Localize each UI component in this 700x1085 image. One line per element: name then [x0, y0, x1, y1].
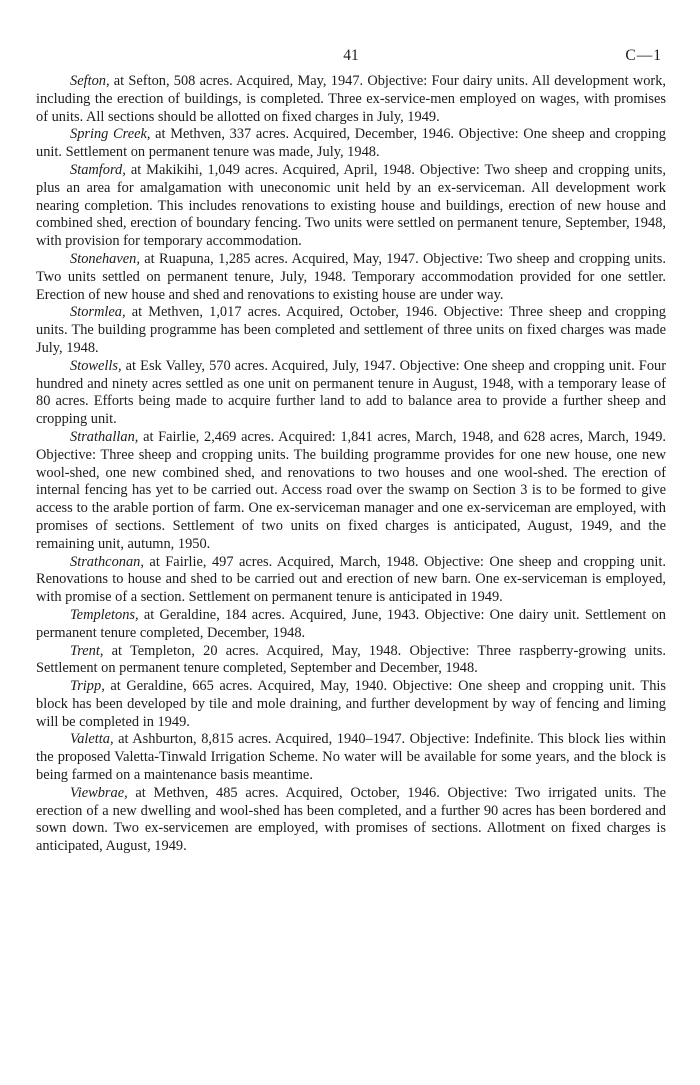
block-entry-stonehaven	[36, 251, 666, 304]
block-name: Stonehaven,	[70, 250, 140, 267]
block-entry-spring-creek	[36, 126, 666, 162]
block-description: at Ruapuna, 1,285 acres. Acquired, May, 1947. Objective: Two sheep and cropping units. Two units settled on permanent tenure, July, 1948. Temporary accommodation provided for one settler. Erection of new house and shed and renovations to existing house are under way.	[36, 250, 666, 303]
block-name: Tripp,	[70, 678, 105, 695]
block-name: Stamford,	[70, 161, 126, 178]
block-entry-templetons	[36, 607, 666, 643]
block-description: at Geraldine, 665 acres. Acquired, May, 1940. Objective: One sheep and cropping unit. This block has been developed by tile and mole draining, and further development by way of fencing and liming will be completed in 1949.	[36, 678, 666, 730]
block-description: at Fairlie, 497 acres. Acquired, March, 1948. Objective: One sheep and cropping unit. Renovations to house and shed to be carried out and erection of new barn. One ex-serviceman is employed, with promise of a section. Settlement on permanent tenure is anticipated in 1949.	[36, 553, 666, 606]
block-entry-trent	[36, 643, 666, 679]
document-body	[36, 73, 666, 856]
block-description: at Methven, 337 acres. Acquired, December, 1946. Objective: One sheep and cropping unit. Settlement on permanent tenure was made, July, 1948.	[36, 126, 666, 161]
block-name: Stormlea,	[70, 304, 126, 321]
block-entry-valetta	[36, 731, 666, 784]
block-entry-sefton	[36, 73, 666, 126]
block-description: at Methven, 1,017 acres. Acquired, October, 1946. Objective: Three sheep and cropping units. The building programme has been completed and settlement of three units on fixed charges was made July, 1948.	[36, 304, 666, 356]
block-description: at Esk Valley, 570 acres. Acquired, July, 1947. Objective: One sheep and cropping unit. Four hundred and ninety acres settled as one unit on permanent tenure in August, 1948, with a temporary lease of 80 acres. Efforts being made to acquire further land to add to balance area to provide a further sheep and cropping unit.	[36, 357, 666, 428]
block-entry-stowells	[36, 358, 666, 429]
block-entry-viewbrae	[36, 785, 666, 856]
block-name: Strathconan,	[70, 553, 144, 570]
block-name: Viewbrae,	[70, 784, 128, 801]
block-name: Strathallan,	[70, 428, 139, 445]
page-header	[36, 45, 666, 73]
block-name: Sefton,	[70, 73, 110, 89]
block-name: Valetta,	[70, 731, 114, 748]
block-name: Trent,	[70, 642, 104, 659]
block-description: at Templeton, 20 acres. Acquired, May, 1948. Objective: Three raspberry-growing units. Settlement on permanent tenure completed, September and December, 1948.	[36, 642, 666, 677]
block-name: Templetons,	[70, 606, 139, 623]
block-name: Spring Creek,	[70, 126, 151, 143]
block-description: at Fairlie, 2,469 acres. Acquired: 1,841 acres, March, 1948, and 628 acres, March, 1949. Objective: Three sheep and cropping units. The building programme provides for one new house, one new wool-shed, one new combined shed, and renovations to two houses and one wool-shed. The erection of internal fencing has yet to be carried out. Access road over the swamp on Section 3 is to be formed to give access to the arable portion of farm. One ex-serviceman manager and one ex-serviceman are employed, with promises of sections. Settlement of two units on fixed charges is anticipated, August, 1949, and the remaining unit, autumn, 1950.	[36, 428, 666, 552]
block-entry-stamford	[36, 162, 666, 251]
document-reference: C—1	[625, 47, 662, 64]
page-number: 41	[343, 47, 359, 64]
block-description: at Methven, 485 acres. Acquired, October, 1946. Objective: Two irrigated units. The erection of a new dwelling and wool-shed has been completed, and a further 90 acres has been bordered and sown down. Two ex-servicemen are employed, with promises of sections. Allotment on fixed charges is anticipated, August, 1949.	[36, 784, 666, 855]
block-description: at Sefton, 508 acres. Acquired, May, 1947. Objective: Four dairy units. All development work, including the erection of buildings, is completed. Three ex-service-men employed on wages, with promises of units. All sections should be allotted on fixed charges in July, 1949.	[36, 73, 666, 125]
block-entry-stormlea	[36, 304, 666, 357]
block-description: at Geraldine, 184 acres. Acquired, June, 1943. Objective: One dairy unit. Settlement on permanent tenure completed, December, 1948.	[36, 606, 666, 641]
block-entry-tripp	[36, 678, 666, 731]
block-entry-strathconan	[36, 554, 666, 607]
block-name: Stowells,	[70, 357, 122, 374]
block-description: at Ashburton, 8,815 acres. Acquired, 1940–1947. Objective: Indefinite. This block lies within the proposed Valetta-Tinwald Irrigation Scheme. No water will be available for some years, and the block is being farmed on a maintenance basis meantime.	[36, 731, 666, 784]
block-description: at Makikihi, 1,049 acres. Acquired, April, 1948. Objective: Two sheep and cropping units, plus an area for amalgamation with uneconomic unit held by an ex-serviceman. All development work nearing completion. This includes renovations to existing house and buildings, erection of new house and combined shed, erection of boundary fencing. Two units were settled on permanent tenure, September, 1948, with provision for temporary accommodation.	[36, 161, 666, 250]
block-entry-strathallan	[36, 429, 666, 554]
